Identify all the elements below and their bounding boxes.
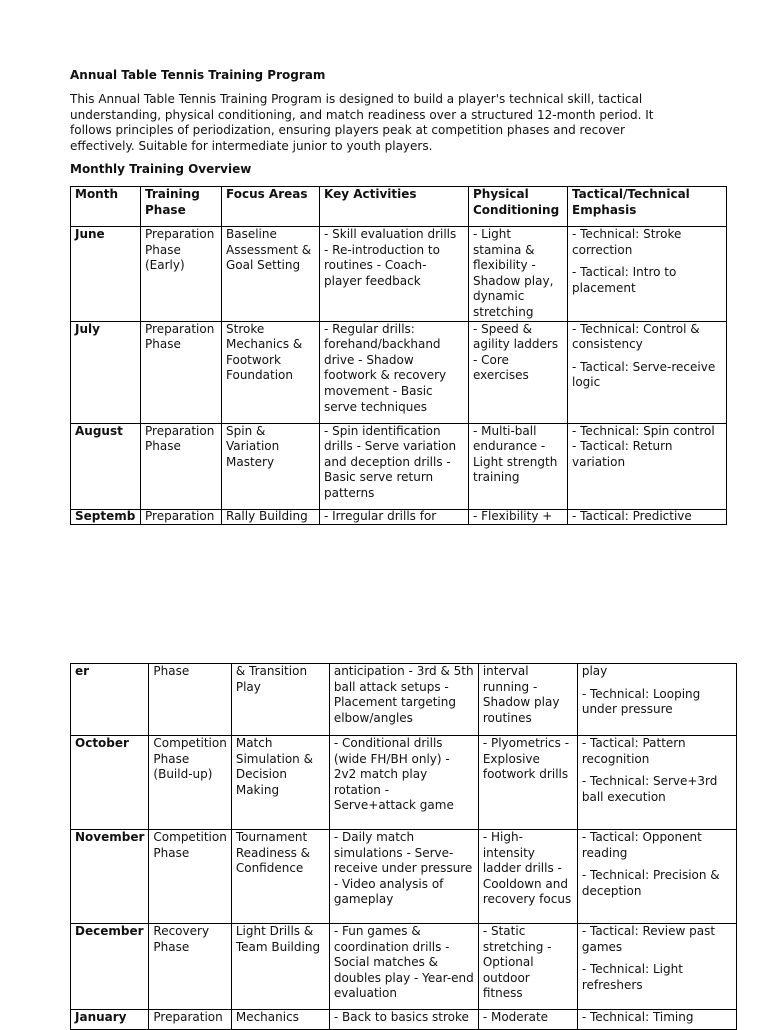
tactical-line: - Tactical: Serve-receive logic (572, 359, 716, 390)
cell-activities: - Spin identification drills - Serve variation and deception drills - Basic serve return patterns (320, 423, 469, 509)
cell-month: er (71, 664, 149, 736)
cell-month: Septemb (71, 509, 141, 524)
header-key-activities: Key Activities (320, 187, 469, 227)
table-row (71, 924, 737, 1010)
cell-focus: Baseline Assessment & Goal Setting (222, 227, 320, 322)
tactical-line: - Technical: Stroke correction (572, 227, 682, 257)
cell-physical: interval running - Shadow play routines (478, 664, 577, 736)
table-row (71, 736, 737, 830)
cell-phase: Preparation Phase (141, 321, 222, 423)
cell-tactical (577, 924, 736, 1010)
cell-tactical (577, 830, 736, 924)
header-training-phase: Training Phase (141, 187, 222, 227)
table-header-row (71, 187, 727, 227)
table-row (71, 664, 737, 736)
cell-phase: Recovery Phase (149, 924, 231, 1010)
cell-activities: - Fun games & coordination drills - Social matches & doubles play - Year-end evaluation (329, 924, 478, 1010)
cell-focus: Light Drills & Team Building (231, 924, 329, 1010)
tactical-line: - Technical: Serve+3rd ball execution (581, 774, 718, 804)
cell-tactical (568, 423, 727, 509)
cell-physical: - Multi-ball endurance - Light strength training (469, 423, 568, 509)
cell-focus: Match Simulation & Decision Making (231, 736, 329, 830)
cell-tactical: - Technical: Timing (577, 1010, 736, 1030)
cell-tactical: - Tactical: Predictive (568, 509, 727, 524)
cell-physical: - Flexibility + (469, 509, 568, 524)
section-title: Monthly Training Overview (70, 162, 252, 176)
cell-physical: - Light stamina & flexibility - Shadow play, dynamic stretching (469, 227, 568, 322)
cell-focus: & Transition Play (231, 664, 329, 736)
cell-month: December (71, 924, 149, 1010)
cell-phase: Preparation (141, 509, 222, 524)
cell-phase: Competition Phase (Build-up) (149, 736, 231, 830)
cell-physical: - Plyometrics - Explosive footwork drills (478, 736, 577, 830)
tactical-line: - Technical: Precision & deception (581, 868, 720, 898)
tactical-line: play (581, 664, 608, 678)
document-title: Annual Table Tennis Training Program (70, 68, 326, 82)
cell-physical: - Static stretching - Optional outdoor fitness (478, 924, 577, 1010)
table-row (71, 830, 737, 924)
tactical-line: - Technical: Looping under pressure (581, 686, 701, 717)
header-tactical-technical: Tactical/Technical Emphasis (568, 187, 727, 227)
cell-month: October (71, 736, 149, 830)
cell-physical: - Moderate (478, 1010, 577, 1030)
cell-month: January (71, 1010, 149, 1030)
intro-paragraph: This Annual Table Tennis Training Program is designed to build a player's technical skill, tactical understanding, physical conditioning, and match readiness over a structured 12-month period. It follows principles of periodization, ensuring players peak at competition phases and recover effectively. Suitable for intermediate junior to youth players. (70, 92, 654, 153)
cell-month: November (71, 830, 149, 924)
cell-focus: Spin & Variation Mastery (222, 423, 320, 509)
header-month: Month (71, 187, 141, 227)
training-table-page-1 (70, 186, 727, 525)
training-table-page-2 (70, 663, 737, 1030)
cell-activities: - Irregular drills for (320, 509, 469, 524)
cell-phase: Preparation Phase (141, 423, 222, 509)
cell-focus: Mechanics (231, 1010, 329, 1030)
cell-activities: - Skill evaluation drills - Re-introduction to routines - Coach-player feedback (320, 227, 469, 322)
cell-focus: Stroke Mechanics & Footwork Foundation (222, 321, 320, 423)
table-row (71, 227, 727, 322)
cell-tactical (568, 227, 727, 322)
tactical-line: - Tactical: Pattern recognition (581, 736, 686, 766)
cell-phase: Competition Phase (149, 830, 231, 924)
tactical-line: - Technical: Light refreshers (581, 962, 683, 992)
table-row (71, 423, 727, 509)
cell-month: August (71, 423, 141, 509)
table-row (71, 509, 727, 524)
tactical-line: - Technical: Control & consistency (572, 321, 700, 352)
header-focus-areas: Focus Areas (222, 187, 320, 227)
cell-physical: - High-intensity ladder drills - Cooldown and recovery focus (478, 830, 577, 924)
cell-focus: Tournament Readiness & Confidence (231, 830, 329, 924)
cell-phase: Preparation Phase (Early) (141, 227, 222, 322)
cell-tactical (577, 664, 736, 736)
cell-activities: - Regular drills: forehand/backhand drive - Shadow footwork & recovery movement - Basic serve techniques (320, 321, 469, 423)
cell-phase: Phase (149, 664, 231, 736)
table-row (71, 321, 727, 423)
cell-activities: - Conditional drills (wide FH/BH only) - 2v2 match play rotation - Serve+attack game (329, 736, 478, 830)
tactical-line: - Tactical: Intro to placement (572, 265, 677, 295)
cell-tactical (568, 321, 727, 423)
cell-activities: anticipation - 3rd & 5th ball attack setups - Placement targeting elbow/angles (329, 664, 478, 736)
header-physical-conditioning: Physical Conditioning (469, 187, 568, 227)
cell-physical: - Speed & agility ladders - Core exercises (469, 321, 568, 423)
cell-tactical (577, 736, 736, 830)
cell-activities: - Daily match simulations - Serve-receive under pressure - Video analysis of gameplay (329, 830, 478, 924)
cell-activities: - Back to basics stroke (329, 1010, 478, 1030)
tactical-line: - Tactical: Opponent reading (581, 830, 702, 860)
table-row (71, 1010, 737, 1030)
cell-month: June (71, 227, 141, 322)
cell-month: July (71, 321, 141, 423)
tactical-line: - Technical: Spin control - Tactical: Return variation (572, 423, 715, 469)
cell-focus: Rally Building (222, 509, 320, 524)
cell-phase: Preparation (149, 1010, 231, 1030)
tactical-line: - Tactical: Review past games (581, 924, 716, 954)
